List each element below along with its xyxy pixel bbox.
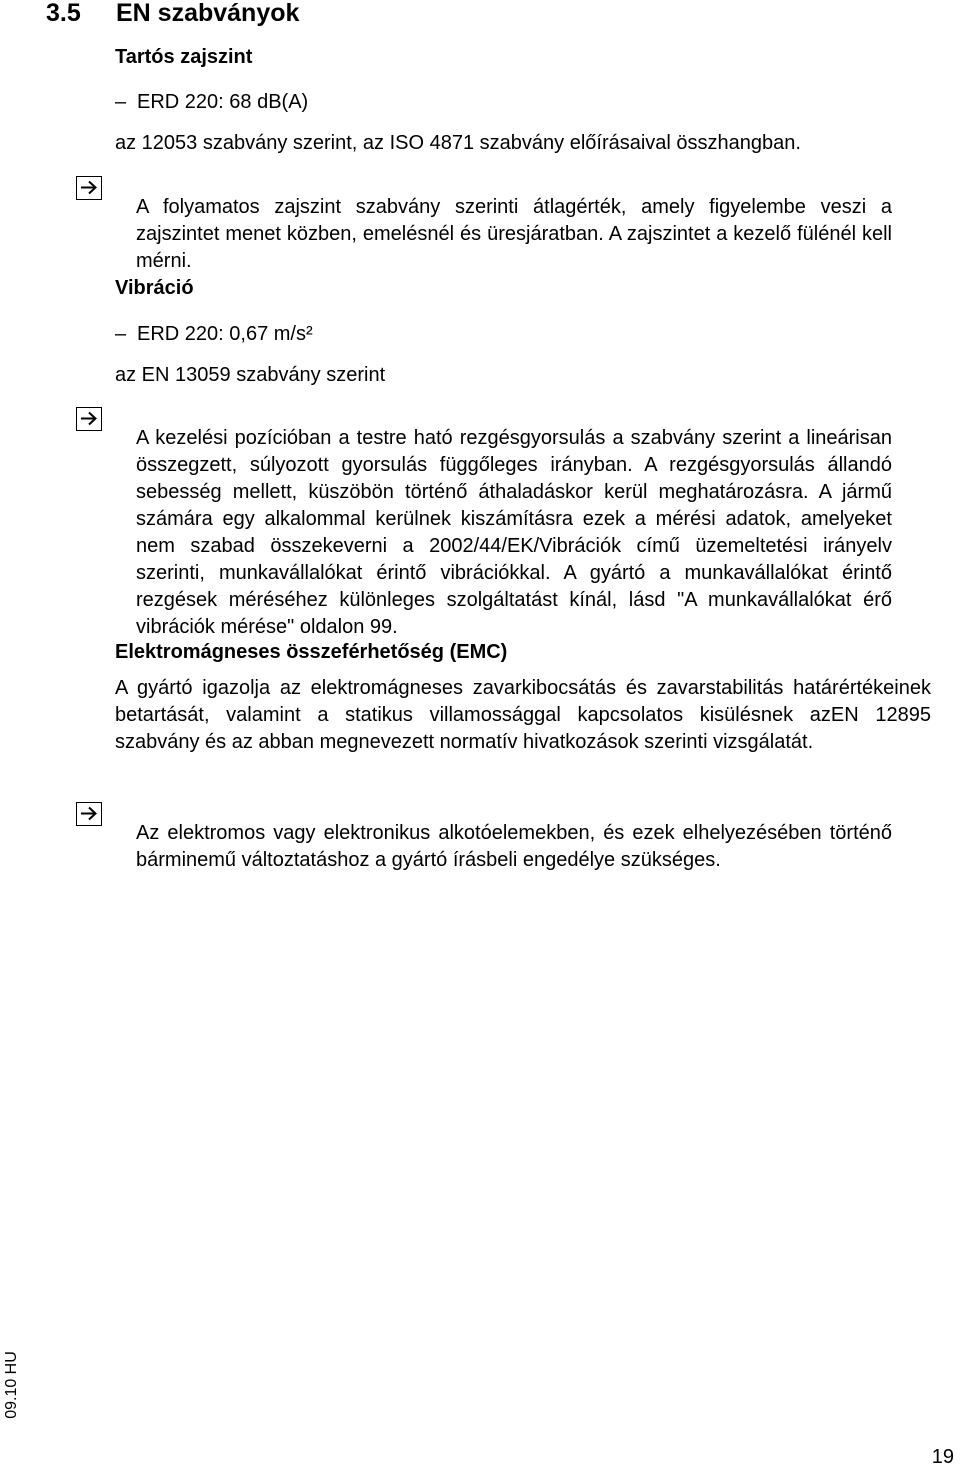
vibration-level-item	[115, 321, 955, 348]
noise-item-block	[115, 89, 955, 116]
arrow-right-icon	[76, 802, 102, 826]
edition-label	[0, 1345, 24, 1425]
noise-heading: Tartós zajszint	[115, 46, 253, 68]
emc-heading-block	[115, 639, 955, 665]
section-title-text: EN szabványok	[116, 0, 300, 27]
vibration-heading-block	[115, 275, 955, 301]
emc-note-text: Az elektromos vagy elektronikus alkotóelemekben, és ezek elhelyezésében történő bárminemű változtatáshoz a gyártó írásbeli engedélye szükséges.	[136, 822, 892, 871]
vibration-heading: Vibráció	[115, 277, 194, 299]
arrow-right-icon	[76, 176, 102, 200]
section-title	[46, 0, 299, 28]
emc-paragraph: A gyártó igazolja az elektromágneses zavarkibocsátás és zavarstabilitás határértékeinek betartását, valamint a statikus villamossággal kapcsolatos kisülésnek azEN 12895 szabvány és az abban megnevezett normatív hivatkozások szerinti vizsgálatát.	[115, 677, 931, 753]
dash-bullet: –	[115, 91, 127, 113]
vibration-item-block	[115, 321, 955, 348]
page-number: 19	[931, 1446, 954, 1468]
vibration-note	[76, 405, 956, 661]
emc-note	[76, 800, 956, 894]
noise-level-item	[115, 89, 955, 116]
arrow-right-icon	[76, 407, 102, 431]
noise-heading-block	[115, 44, 955, 70]
vibration-level-text: ERD 220: 0,67 m/s²	[137, 323, 313, 345]
noise-level-text: ERD 220: 68 dB(A)	[137, 91, 309, 113]
noise-note-text: A folyamatos zajszint szabvány szerinti átlagérték, amely figyelembe veszi a zajszintet menet közben, emelésnél és üresjáratban. A zajszintet a kezelő fülénél kell mérni.	[136, 196, 892, 272]
section-number: 3.5	[46, 0, 81, 27]
vibration-standard-block	[115, 362, 955, 389]
edition-text: 09.10 HU	[3, 1351, 20, 1419]
noise-standard: az 12053 szabvány szerint, az ISO 4871 szabvány előírásaival összhangban.	[115, 132, 801, 154]
emc-paragraph-block	[115, 675, 931, 756]
vibration-note-text: A kezelési pozícióban a testre ható rezgésgyorsulás a szabvány szerint a lineárisan összegzett, súlyozott gyorsulás függőleges irányban. A rezgésgyorsulás állandó sebesség mellett, küszöbön történő áthaladáskor kerül meghatározásra. A jármű számára egy alkalommal kerülnek kiszámításra ezek a mérési adatok, amelyeket nem szabad összekeverni a 2002/44/EK/Vibrációk című üzemeltetési irányelv szerinti, munkavállalókat érintő vibrációkkal. A gyártó a munkavállalókat érintő rezgések méréséhez különleges szolgáltatást kínál, lásd "A munkavállalókat érő vibrációk mérése" oldalon 99.	[136, 427, 892, 638]
noise-standard-block	[115, 130, 955, 157]
emc-heading: Elektromágneses összeférhetőség (EMC)	[115, 641, 508, 663]
vibration-standard: az EN 13059 szabvány szerint	[115, 364, 386, 386]
dash-bullet: –	[115, 323, 127, 345]
